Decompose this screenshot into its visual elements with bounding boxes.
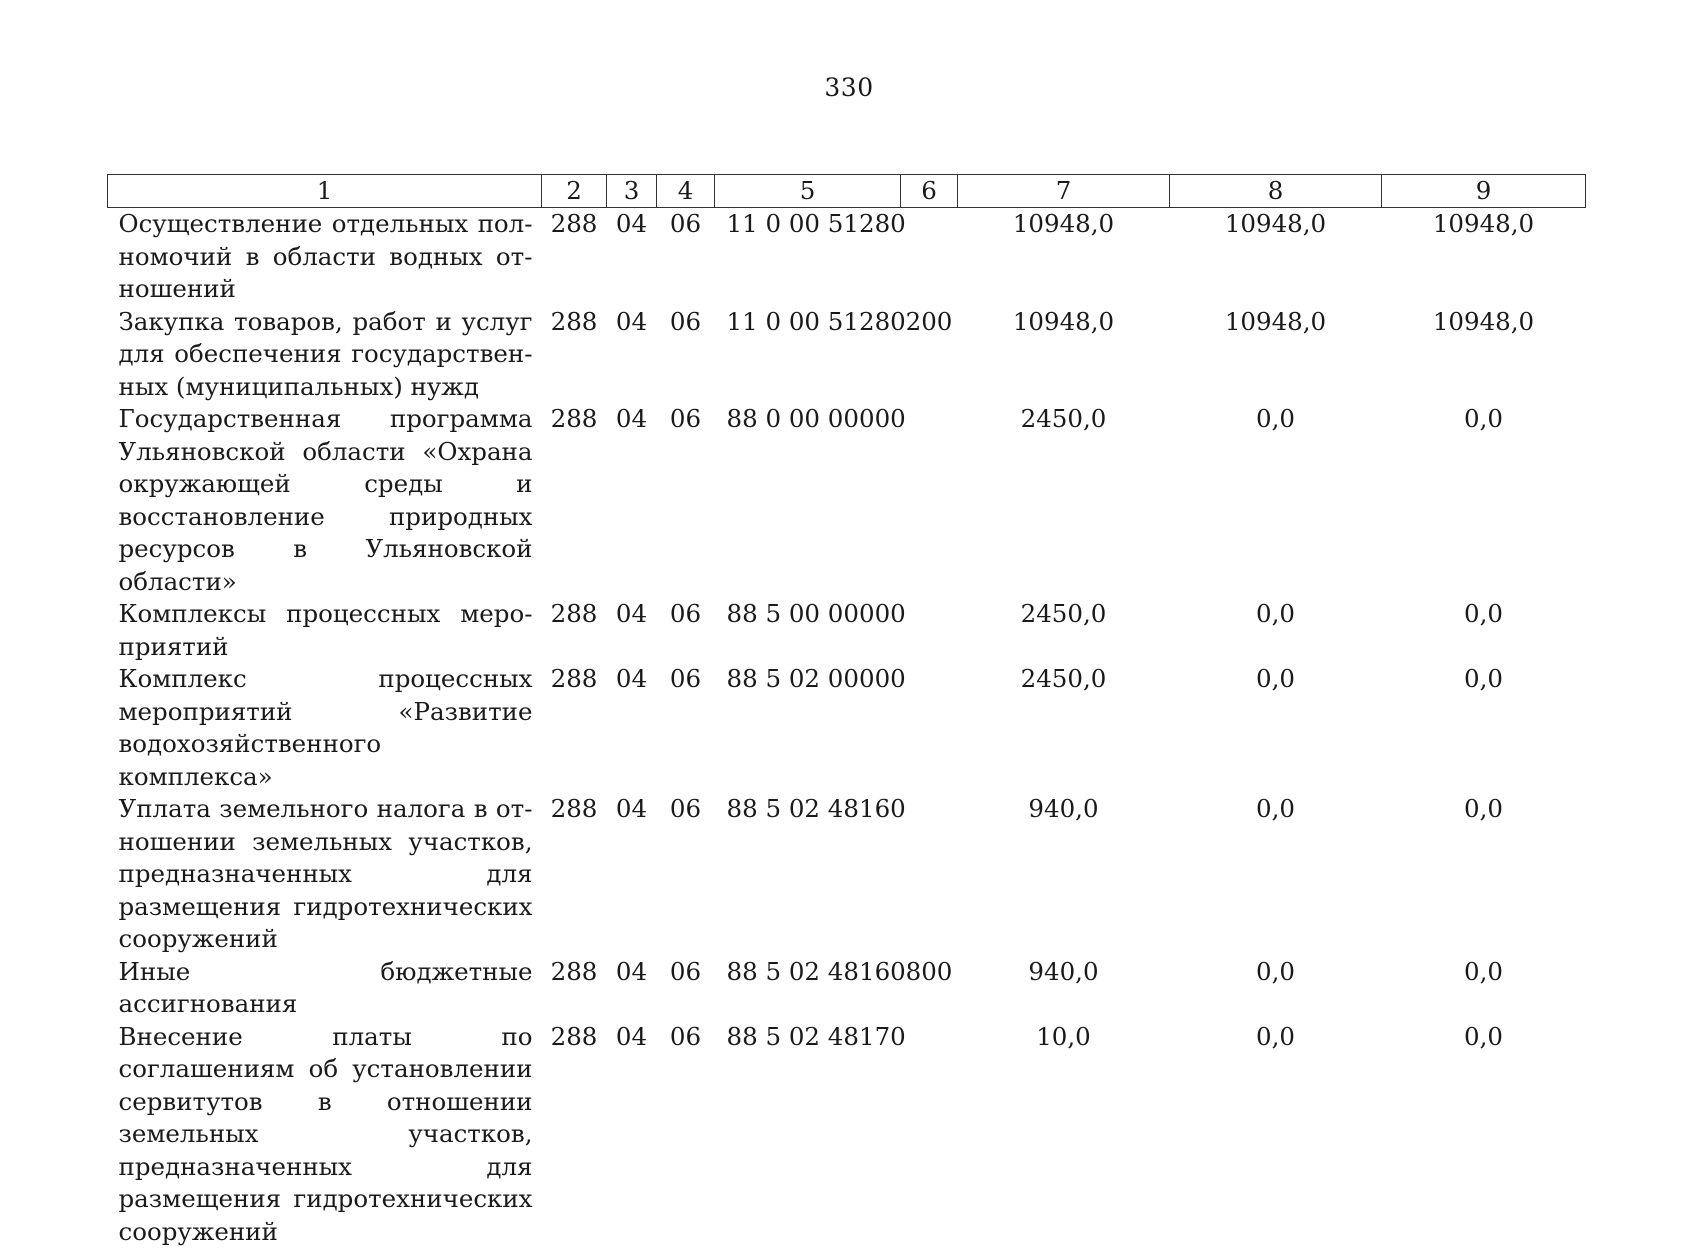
row-name: Иные бюджетные ассигнования	[108, 956, 542, 1021]
cell-vr	[901, 1021, 958, 1248]
cell-value-8: 10948,0	[1170, 306, 1382, 404]
cell-value-7: 10948,0	[958, 208, 1170, 306]
cell-csr: 88 5 02 48170	[715, 1021, 901, 1248]
cell-value-9: 10948,0	[1382, 208, 1586, 306]
table-row	[108, 306, 1586, 404]
column-header: 4	[657, 175, 715, 208]
cell-csr: 88 5 02 48160	[715, 956, 901, 1021]
cell-csr: 11 0 00 51280	[715, 306, 901, 404]
cell-pr: 06	[657, 598, 715, 663]
cell-csr: 88 5 00 00000	[715, 598, 901, 663]
cell-csr: 11 0 00 51280	[715, 208, 901, 306]
cell-value-8: 10948,0	[1170, 208, 1382, 306]
cell-gr: 288	[542, 663, 607, 793]
table-row	[108, 598, 1586, 663]
cell-value-7: 940,0	[958, 956, 1170, 1021]
cell-value-7: 10,0	[958, 1021, 1170, 1248]
cell-pr: 06	[657, 403, 715, 598]
cell-gr: 288	[542, 403, 607, 598]
cell-vr: 200	[901, 306, 958, 404]
cell-value-8: 0,0	[1170, 956, 1382, 1021]
cell-pr: 06	[657, 663, 715, 793]
cell-rz: 04	[607, 306, 657, 404]
cell-csr: 88 5 02 48160	[715, 793, 901, 956]
column-header: 1	[108, 175, 542, 208]
cell-pr: 06	[657, 956, 715, 1021]
cell-value-9: 0,0	[1382, 403, 1586, 598]
column-header: 7	[958, 175, 1170, 208]
column-header: 5	[715, 175, 901, 208]
row-name: Уплата земельного налога в отношении земельных участков, предназначенных для размещения гидротехнических сооружений	[108, 793, 542, 956]
cell-gr: 288	[542, 793, 607, 956]
table-body	[108, 208, 1586, 1248]
cell-value-9: 0,0	[1382, 956, 1586, 1021]
cell-value-8: 0,0	[1170, 403, 1382, 598]
cell-vr: 800	[901, 956, 958, 1021]
cell-pr: 06	[657, 1021, 715, 1248]
cell-gr: 288	[542, 1021, 607, 1248]
cell-vr	[901, 663, 958, 793]
cell-gr: 288	[542, 208, 607, 306]
table-row	[108, 403, 1586, 598]
cell-rz: 04	[607, 663, 657, 793]
cell-value-7: 940,0	[958, 793, 1170, 956]
row-name: Внесение платы по соглашениям об установлении сервитутов в отношении земельных участков, предназначенных для размещения гидротехнических сооружений	[108, 1021, 542, 1248]
cell-value-7: 2450,0	[958, 598, 1170, 663]
cell-value-8: 0,0	[1170, 663, 1382, 793]
cell-value-9: 0,0	[1382, 793, 1586, 956]
cell-value-8: 0,0	[1170, 598, 1382, 663]
budget-table	[107, 174, 1586, 1248]
cell-rz: 04	[607, 403, 657, 598]
table-row	[108, 1021, 1586, 1248]
cell-value-7: 2450,0	[958, 663, 1170, 793]
column-header: 3	[607, 175, 657, 208]
table-row	[108, 208, 1586, 306]
cell-rz: 04	[607, 1021, 657, 1248]
cell-vr	[901, 403, 958, 598]
cell-rz: 04	[607, 956, 657, 1021]
cell-gr: 288	[542, 956, 607, 1021]
cell-rz: 04	[607, 208, 657, 306]
cell-rz: 04	[607, 793, 657, 956]
row-name: Комплекс процессных мероприятий «Развитие водохозяйственного комплекса»	[108, 663, 542, 793]
cell-value-9: 0,0	[1382, 598, 1586, 663]
cell-value-7: 2450,0	[958, 403, 1170, 598]
table-row	[108, 793, 1586, 956]
table-row	[108, 663, 1586, 793]
table-row	[108, 956, 1586, 1021]
column-header: 6	[901, 175, 958, 208]
cell-pr: 06	[657, 306, 715, 404]
row-name: Осуществление отдельных полномочий в области водных отношений	[108, 208, 542, 306]
column-header: 2	[542, 175, 607, 208]
row-name: Комплексы процессных мероприятий	[108, 598, 542, 663]
column-header: 8	[1170, 175, 1382, 208]
cell-value-7: 10948,0	[958, 306, 1170, 404]
cell-value-8: 0,0	[1170, 1021, 1382, 1248]
header-row	[108, 175, 1586, 208]
cell-value-9: 0,0	[1382, 663, 1586, 793]
cell-value-9: 10948,0	[1382, 306, 1586, 404]
cell-value-9: 0,0	[1382, 1021, 1586, 1248]
cell-gr: 288	[542, 306, 607, 404]
cell-pr: 06	[657, 793, 715, 956]
row-name: Закупка товаров, работ и услуг для обеспечения государственных (муниципальных) нужд	[108, 306, 542, 404]
row-name: Государственная программа Ульяновской области «Охрана окружающей среды и восстановление природных ресурсов в Ульяновской области»	[108, 403, 542, 598]
cell-vr	[901, 598, 958, 663]
cell-csr: 88 5 02 00000	[715, 663, 901, 793]
cell-pr: 06	[657, 208, 715, 306]
cell-gr: 288	[542, 598, 607, 663]
cell-csr: 88 0 00 00000	[715, 403, 901, 598]
cell-rz: 04	[607, 598, 657, 663]
column-header: 9	[1382, 175, 1586, 208]
page-number: 330	[0, 73, 1698, 102]
cell-value-8: 0,0	[1170, 793, 1382, 956]
cell-vr	[901, 793, 958, 956]
cell-vr	[901, 208, 958, 306]
